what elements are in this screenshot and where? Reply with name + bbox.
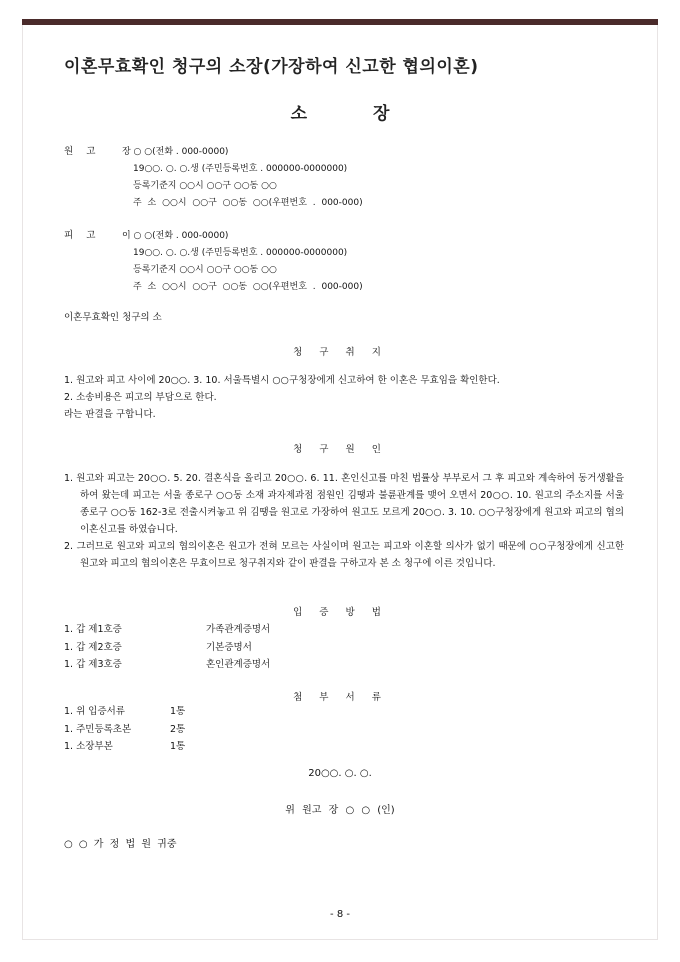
document-title: 이혼무효확인 청구의 소장(가장하여 신고한 협의이혼) bbox=[64, 57, 479, 77]
attachment-name: 1. 위 입증서류 bbox=[64, 706, 125, 717]
main-title: 소 장 bbox=[290, 104, 390, 124]
court-name: ○ ○ 가 정 법 원 귀중 bbox=[64, 839, 177, 850]
evidence-row bbox=[64, 621, 270, 639]
attachments-list bbox=[64, 703, 185, 756]
attachments-heading: 첨 부 서 류 bbox=[293, 692, 387, 703]
evidence-desc: 혼인관계증명서 bbox=[206, 659, 271, 670]
claim-cause-body bbox=[64, 470, 624, 572]
plaintiff-registration: 등록기준지 ○○시 ○○구 ○○동 ○○ bbox=[133, 181, 277, 191]
evidence-name: 1. 갑 제2호증 bbox=[64, 641, 122, 653]
claim-purpose-closing: 라는 판결을 구합니다. bbox=[64, 409, 156, 420]
plaintiff-birth: 19○○. ○. ○.생 (주민등록번호 . 000000-0000000) bbox=[133, 164, 348, 174]
claim-cause-item: 2. 그러므로 원고와 피고의 협의이혼은 원고가 전혀 모르는 사실이며 원고는 피고와 이혼할 의사가 없기 때문에 ○○구청장에게 신고한 원고와 피고의 협의이혼은 무효이므로 청구취지와 같이 판결을 구하고자 본 소 청구에 이른 것입니다. bbox=[64, 541, 624, 569]
attachment-name: 1. 소장부본 bbox=[64, 741, 113, 752]
attachment-row bbox=[64, 738, 185, 756]
evidence-row bbox=[64, 656, 270, 674]
evidence-desc: 가족관계증명서 bbox=[206, 624, 271, 635]
attachment-row bbox=[64, 721, 185, 739]
page-number: - 8 - bbox=[330, 909, 350, 920]
evidence-list bbox=[64, 621, 270, 674]
defendant-address: 주 소 ○○시 ○○구 ○○동 ○○(우편번호 . 000-000) bbox=[133, 282, 363, 292]
claim-cause-heading: 청 구 원 인 bbox=[293, 444, 387, 455]
attachment-count: 1통 bbox=[170, 741, 186, 752]
evidence-row bbox=[64, 639, 270, 657]
attachment-count: 2통 bbox=[170, 723, 186, 735]
claim-purpose-item: 2. 소송비용은 피고의 부담으로 한다. bbox=[64, 392, 217, 403]
evidence-desc: 기본증명서 bbox=[206, 641, 252, 653]
plaintiff-name: 장 ○ ○(전화 . 000-0000) bbox=[122, 147, 229, 157]
case-name: 이혼무효확인 청구의 소 bbox=[64, 312, 162, 323]
claim-purpose-heading: 청 구 취 지 bbox=[293, 347, 387, 358]
defendant-label: 피 고 bbox=[64, 230, 96, 241]
evidence-name: 1. 갑 제1호증 bbox=[64, 624, 122, 635]
defendant-birth: 19○○. ○. ○.생 (주민등록번호 . 000000-0000000) bbox=[133, 248, 348, 258]
attachment-name: 1. 주민등록초본 bbox=[64, 723, 132, 735]
defendant-name: 이 ○ ○(전화 . 000-0000) bbox=[122, 231, 229, 241]
plaintiff-label: 원 고 bbox=[64, 146, 96, 157]
claim-purpose-body bbox=[64, 372, 624, 423]
signature-line: 위 원고 장 ○ ○ (인) bbox=[285, 805, 395, 816]
filing-date: 20○○. ○. ○. bbox=[308, 768, 372, 779]
defendant-registration: 등록기준지 ○○시 ○○구 ○○동 ○○ bbox=[133, 265, 277, 275]
claim-cause-item: 1. 원고와 피고는 20○○. 5. 20. 결혼식을 올리고 20○○. 6. 11. 혼인신고를 마친 법률상 부부로서 그 후 피고와 계속하여 동거생활을 하여 왔는데 피고는 서울 종로구 ○○동 소재 과자제과점 점원인 김땡과 불륜관계를 맺어 오면서 20○○. 10. 원고의 주소지를 서울 종로구 ○○동 162-3로 전출시켜놓고 위 김땡을 원고로 가장하여 원고도 모르게 20○○. 3. 10. ○○구청장에게 원고와 피고의 협의이혼신고를 하였습니다. bbox=[64, 473, 624, 535]
claim-purpose-item: 1. 원고와 피고 사이에 20○○. 3. 10. 서울특별시 ○○구청장에게 신고하여 한 이혼은 무효임을 확인한다. bbox=[64, 375, 500, 386]
attachment-count: 1통 bbox=[170, 706, 186, 717]
evidence-heading: 입 증 방 법 bbox=[293, 607, 387, 618]
attachment-row bbox=[64, 703, 185, 721]
plaintiff-address: 주 소 ○○시 ○○구 ○○동 ○○(우편번호 . 000-000) bbox=[133, 198, 363, 208]
header-bar bbox=[22, 19, 658, 25]
evidence-name: 1. 갑 제3호증 bbox=[64, 659, 122, 670]
